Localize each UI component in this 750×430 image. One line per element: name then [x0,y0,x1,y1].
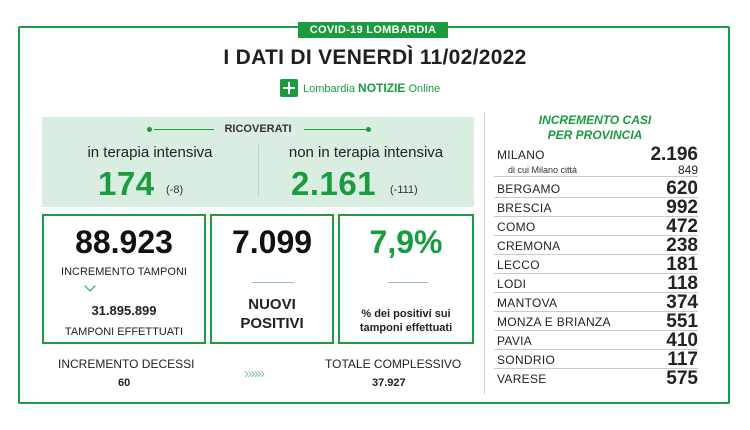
province-name: MONZA E BRIANZA [497,315,611,329]
province-value: 992 [666,197,698,218]
percentuale-card [338,214,474,344]
column-divider [484,112,485,394]
province-value: 620 [666,178,698,199]
province-name: BRESCIA [497,201,552,215]
province-name: MILANO [497,148,545,162]
tamponi-increment-label: INCREMENTO TAMPONI [61,266,187,278]
province-row [494,236,698,255]
non-intensiva-value: 2.161 [291,165,377,202]
province-title: INCREMENTO CASI PER PROVINCIA [538,113,652,142]
non-intensiva-label: non in terapia intensiva [288,144,444,161]
milano-city-value: 849 [677,163,698,177]
tamponi-card [42,214,206,344]
non-intensiva-delta: (-111) [390,184,418,196]
positivi-card [210,214,334,344]
positivi-label-line2: POSITIVI [240,315,304,332]
decessi-total-value: 37.927 [372,377,406,389]
publisher-logo[interactable] [280,78,440,98]
tamponi-total-value: 31.895.899 [91,303,157,318]
province-value: 117 [667,349,698,370]
percentuale-label-line1: % dei positivi sui [361,308,451,320]
province-row [494,369,698,388]
divider [252,282,294,283]
topic-banner: COVID-19 LOMBARDIA [298,22,448,38]
province-row [494,179,698,198]
province-row [494,331,698,350]
positivi-label-line1: NUOVI [248,296,296,313]
decessi-increment-value: 60 [118,377,131,389]
milano-city-label: di cui Milano città [508,165,578,175]
province-value: 575 [666,368,698,389]
province-value: 238 [666,235,698,256]
bullet-dot-icon [366,127,371,132]
divider [388,282,428,283]
page-title: I DATI DI VENERDÌ 11/02/2022 [223,46,527,69]
ricoverati-title: RICOVERATI [224,123,292,135]
percentuale-value: 7,9% [369,224,443,260]
province-row [494,350,698,369]
province-row [494,293,698,312]
tamponi-increment-value: 88.923 [75,224,173,260]
lombardia-cross-icon [280,79,298,97]
divider [304,129,366,130]
province-row [494,274,698,293]
province-value: 181 [666,254,698,275]
arrows-right-icon: »»» [244,365,264,382]
province-name: SONDRIO [497,353,556,367]
province-row [494,312,698,331]
province-value: 2.196 [650,144,698,165]
decessi-increment-label: INCREMENTO DECESSI [58,357,195,371]
province-name: COMO [497,220,536,234]
intensiva-label: in terapia intensiva [87,144,213,161]
intensiva-delta: (-8) [166,184,184,196]
positivi-value: 7.099 [231,224,313,260]
province-name: BERGAMO [497,182,561,196]
province-value: 374 [666,292,698,313]
ricoverati-panel [42,117,474,207]
logo-text: Lombardia NOTIZIE Online [303,81,441,95]
province-value: 551 [666,311,698,332]
province-value: 118 [667,273,698,294]
percentuale-label-line2: tamponi effettuati [359,322,453,334]
province-name: CREMONA [497,239,561,253]
province-row [494,255,698,274]
province-name: LODI [497,277,527,291]
province-value: 410 [666,330,698,351]
province-name: VARESE [497,372,547,386]
decessi-total-label: TOTALE COMPLESSIVO [325,357,462,371]
province-row [494,217,698,236]
province-name: MANTOVA [497,296,558,310]
tamponi-total-label: TAMPONI EFFETTUATI [64,326,184,338]
intensiva-value: 174 [98,165,155,202]
province-name: LECCO [497,258,540,272]
province-row [494,198,698,217]
province-value: 472 [666,216,698,237]
province-name: PAVIA [497,334,533,348]
